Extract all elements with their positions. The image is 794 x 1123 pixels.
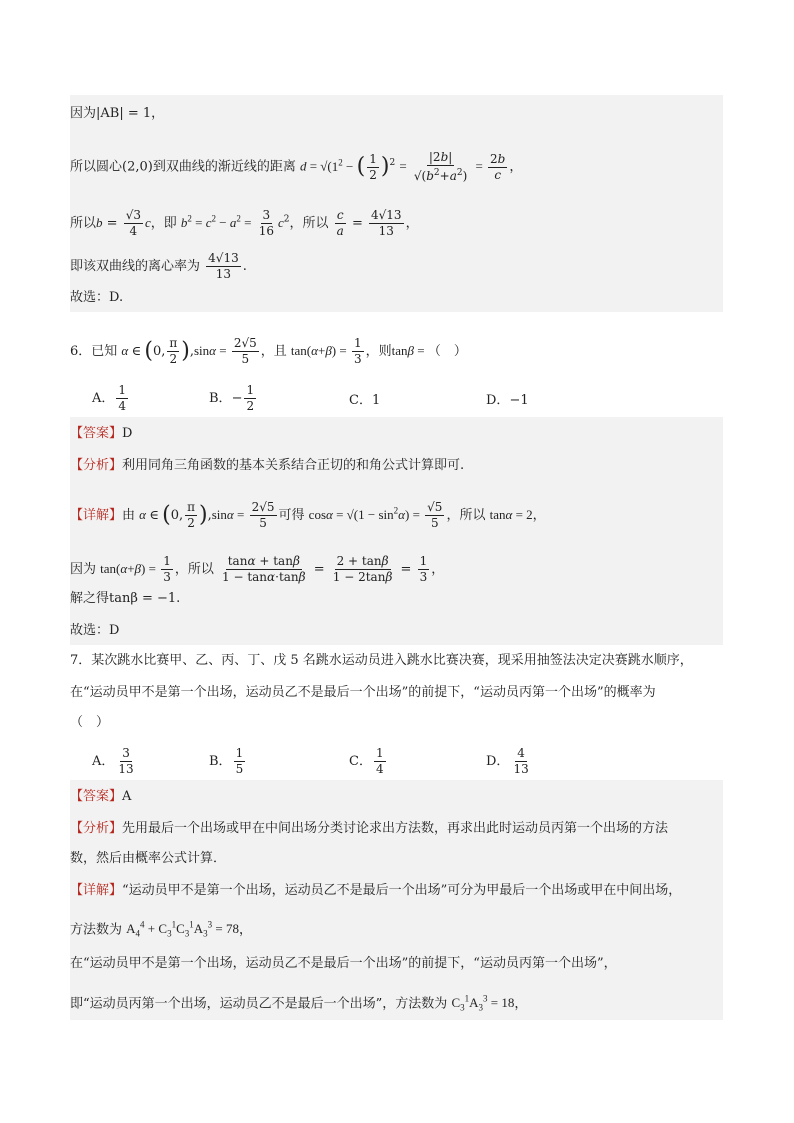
q5-line-ratio: 所以b = $\frac{√3}{4}$ c，即 $b^2 = c^2 - a^2$ = $\frac{3}{16}$ $c^2$，所以 $\frac{c}{a}$ = $\frac{4√13}{13}$ ， bbox=[70, 208, 419, 238]
solution-block-q6 bbox=[70, 417, 723, 645]
solution-block-q7 bbox=[70, 780, 723, 1020]
q7-detail-line4: 即“运动员丙第一个出场，运动员乙不是最后一个出场”，方法数为 $C_3^1A_3^3 = 18$， bbox=[70, 994, 528, 1013]
q7-stem-line2: 在“运动员甲不是第一个出场，运动员乙不是最后一个出场”的前提下，“运动员丙第一个出场”的概率为 bbox=[70, 685, 656, 700]
q7-detail-line1: 【详解】“运动员甲不是第一个出场，运动员乙不是最后一个出场”可分为甲最后一个出场或甲在中间出场， bbox=[70, 883, 682, 898]
q7-detail-line3: 在“运动员甲不是第一个出场，运动员乙不是最后一个出场”的前提下，“运动员丙第一个出场”， bbox=[70, 956, 617, 971]
q7-analysis-line1: 【分析】先用最后一个出场或甲在中间出场分类讨论求出方法数，再求出此时运动员丙第一个出场的方法 bbox=[70, 821, 669, 836]
q6-stem: 6．已知 α ∈ (0, $\frac{\pi}{2}$ ),sinα = $\frac{2√5}{5}$ ，且 tan(α+β) = $\frac{1}{3}$ ，则tanβ = （ ） bbox=[70, 336, 467, 366]
q6-answer: 【答案】D bbox=[70, 426, 133, 441]
q6-option-d: D．−1 bbox=[486, 393, 529, 408]
q6-option-b: B．− $\frac{1}{2}$ bbox=[209, 383, 255, 413]
q5-line-ab: 因为|AB| = 1， bbox=[70, 106, 165, 121]
q5-choice: 故选：D. bbox=[70, 290, 124, 305]
q6-choice: 故选：D bbox=[70, 623, 120, 638]
q6-solve: 解之得tanβ = −1. bbox=[70, 591, 181, 606]
q7-stem-line1: 7．某次跳水比赛甲、乙、丙、丁、戊 5 名跳水运动员进入跳水比赛决赛，现采用抽签法决定决赛跳水顺序， bbox=[70, 653, 693, 668]
q7-analysis-line2: 数，然后由概率公式计算． bbox=[70, 851, 227, 866]
q7-stem-line3: （ ） bbox=[70, 715, 110, 730]
q7-option-a: A． $\frac{3}{13}$ bbox=[92, 746, 134, 776]
q6-option-a: A． $\frac{1}{4}$ bbox=[92, 383, 127, 413]
q6-detail: 【详解】由 α ∈ (0, $\frac{\pi}{2}$ ),sinα = $\frac{2√5}{5}$ 可得 $\cos\alpha = √(1 - \sin^2\alpha)$ = $\frac{√5}{5}$ ，所以 tanα = 2， bbox=[70, 500, 546, 530]
q5-line-distance: 所以圆心(2,0)到双曲线的渐近线的距离 $d = √(1^2$ − ( $\frac{1}{2}$ )$^2$ = $\frac{|2b|}{√(b^2+a^2)}$ = $\frac{2b}{c}$ ， bbox=[70, 150, 523, 183]
q6-analysis: 【分析】利用同角三角函数的基本关系结合正切的和角公式计算即可. bbox=[70, 458, 465, 473]
q7-option-d: D． $\frac{4}{13}$ bbox=[486, 746, 529, 776]
q7-answer: 【答案】A bbox=[70, 789, 132, 804]
q6-option-c: C．1 bbox=[349, 393, 381, 408]
q7-option-b: B． $\frac{1}{5}$ bbox=[209, 746, 244, 776]
q7-detail-line2: 方法数为 $A_4^4 + C_3^1C_3^1A_3^3 = 78$， bbox=[70, 920, 252, 939]
q5-line-eccentricity: 即该双曲线的离心率为 $\frac{4√13}{13}$ . bbox=[70, 251, 247, 281]
q7-option-c: C． $\frac{1}{4}$ bbox=[349, 746, 384, 776]
q6-detail-tan: 因为 tan(α+β) = $\frac{1}{3}$ ，所以 $\frac{\tan\alpha + \tan\beta}{1 - \tan\alpha\cdot\tan\beta}$ = $\frac{2 + \tan\beta}{1 - 2\tan\beta}$ = $\frac{1}{3}$ ， bbox=[70, 554, 445, 584]
